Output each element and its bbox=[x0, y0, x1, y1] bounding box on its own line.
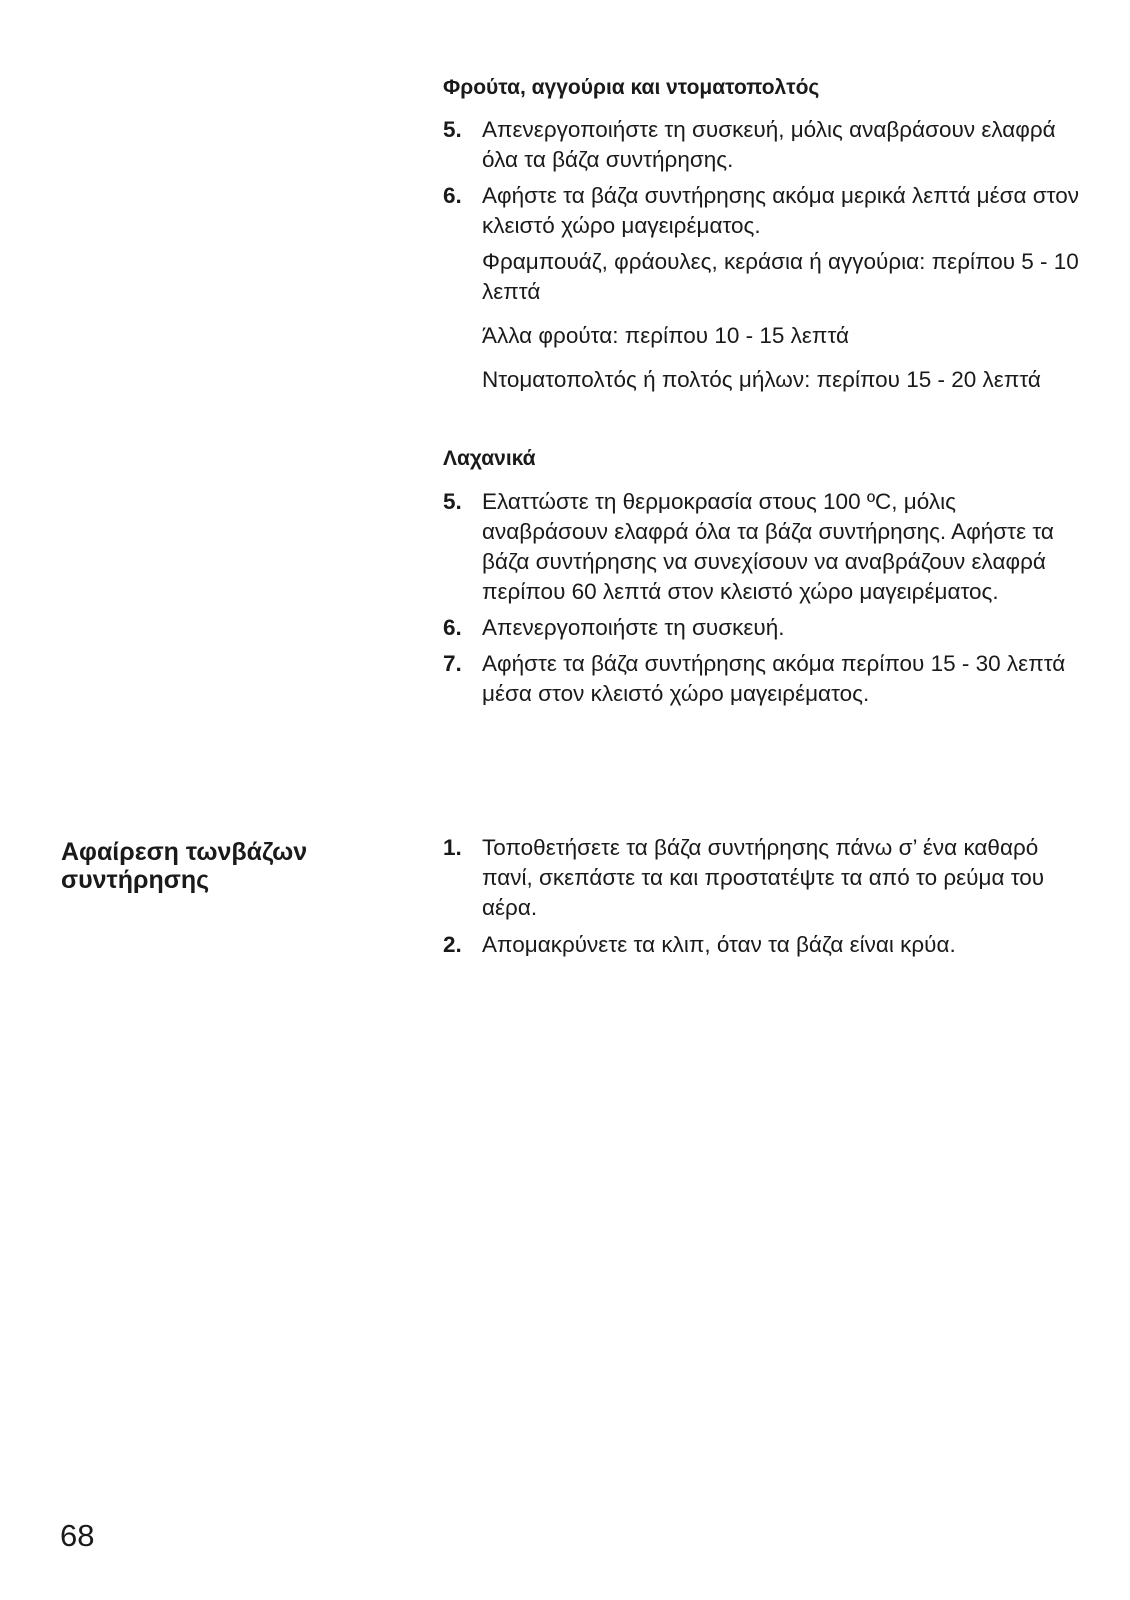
step-text: Τοποθετήσετε τα βάζα συντήρησης πάνω σ’ ένα καθαρό πανί, σκεπάστε τα και προστατέψτε τα από το ρεύμα του αέρα. bbox=[482, 835, 1045, 920]
step-number: 1. bbox=[443, 835, 462, 860]
time-note: Ντοματοπολτός ή πολτός μήλων: περίπου 15 - 20 λεπτά bbox=[482, 367, 1041, 392]
time-note: Άλλα φρούτα: περίπου 10 - 15 λεπτά bbox=[482, 323, 850, 348]
fruits-step bbox=[443, 181, 1083, 241]
step-text: Ελαττώστε τη θερμοκρασία στους 100 ºC, μόλις αναβράσουν ελαφρά όλα τα βάζα συντήρησης. Αφήστε τα βάζα συντήρησης να συνεχίσουν να αναβράζουν ελαφρά περίπου 60 λεπτά στον κλειστό χώρο μαγειρέματος. bbox=[482, 489, 1054, 604]
step-number: 5. bbox=[443, 117, 462, 142]
fruits-heading: Φρούτα, αγγούρια και ντοματοπολτός bbox=[443, 76, 820, 99]
step-text: Απενεργοποιήστε τη συσκευή. bbox=[482, 615, 785, 640]
vegetables-heading: Λαχανικά bbox=[443, 447, 536, 470]
vegetables-section bbox=[443, 444, 1083, 709]
removal-step bbox=[443, 833, 1083, 923]
vegetables-step bbox=[443, 649, 1083, 709]
step-text: Απενεργοποιήστε τη συσκευή, μόλις αναβράσουν ελαφρά όλα τα βάζα συντήρησης. bbox=[482, 117, 1056, 172]
fruits-step bbox=[443, 115, 1083, 175]
step-number: 7. bbox=[443, 651, 462, 676]
step-number: 6. bbox=[443, 183, 462, 208]
step-text: Αφήστε τα βάζα συντήρησης ακόμα μερικά λεπτά μέσα στον κλειστό χώρο μαγειρέματος. bbox=[482, 183, 1080, 238]
step-text: Απομακρύνετε τα κλιπ, όταν τα βάζα είναι κρύα. bbox=[482, 932, 956, 957]
removal-step bbox=[443, 930, 1083, 960]
step-number: 5. bbox=[443, 489, 462, 514]
time-note: Φραμπουάζ, φράουλες, κεράσια ή αγγούρια: περίπου 5 - 10 λεπτά bbox=[482, 249, 1079, 304]
step-number: 6. bbox=[443, 615, 462, 640]
removal-heading: Αφαίρεση τωνβάζων συντήρησης bbox=[61, 838, 308, 894]
vegetables-step bbox=[443, 613, 1083, 643]
page-number: 68 bbox=[60, 1518, 95, 1553]
vegetables-step bbox=[443, 487, 1083, 607]
removal-section bbox=[443, 833, 1083, 960]
step-text: Αφήστε τα βάζα συντήρησης ακόμα περίπου 15 - 30 λεπτά μέσα στον κλειστό χώρο μαγειρέματος. bbox=[482, 651, 1066, 706]
step-number: 2. bbox=[443, 932, 462, 957]
fruits-section bbox=[443, 73, 1083, 395]
